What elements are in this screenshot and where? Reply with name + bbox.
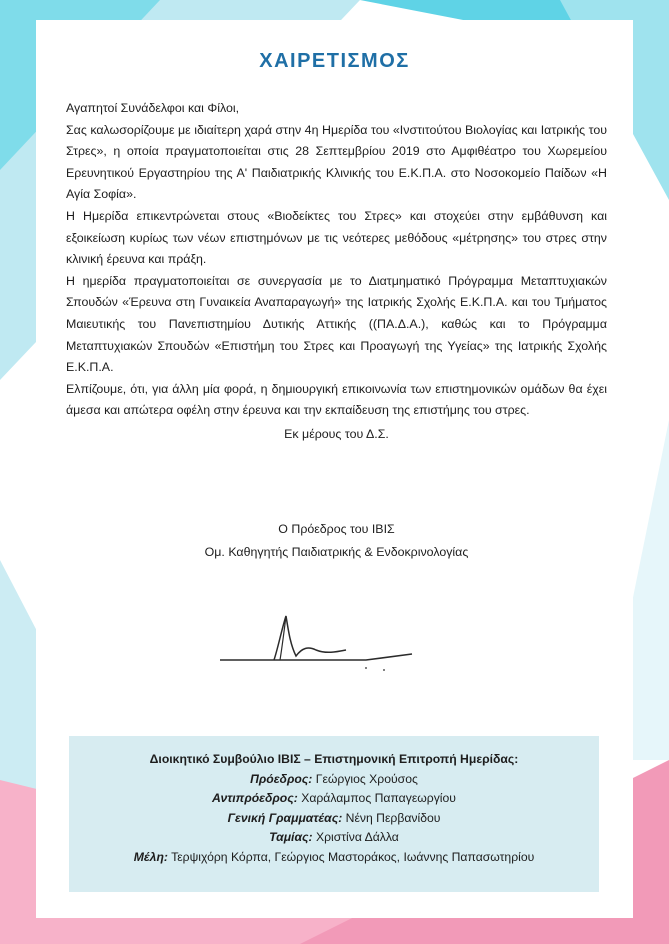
member-name: Χαράλαμπος Παπαγεωργίου bbox=[301, 791, 456, 806]
letter-page bbox=[36, 20, 633, 918]
signature-image bbox=[216, 608, 416, 698]
board-member-line bbox=[69, 770, 599, 790]
member-role-label: Αντιπρόεδρος: bbox=[212, 791, 298, 806]
board-member-line bbox=[69, 848, 599, 868]
closing-line: Εκ μέρους του Δ.Σ. bbox=[284, 426, 389, 441]
member-name: Νένη Περβανίδου bbox=[345, 810, 441, 825]
body-paragraph: Η ημερίδα πραγματοποιείται σε συνεργασία με το Διατμηματικό Πρόγραμμα Μεταπτυχιακών Σπουδών «Έρευνα στη Γυναικεία Αναπαραγωγή» της Ιατρικής Σχολής Ε.Κ.Π.Α. και του Τμήματος Μαιευτικής του Πανεπιστημίου Δυτικής Αττικής ((ΠΑ.Δ.Α.), καθώς και το Πρόγραμμα Μεταπτυχιακών Σπουδών «Επιστήμη του Στρες και Προαγωγή της Υγείας» της Ιατρικής Σχολής Ε.Κ.Π.Α. bbox=[66, 273, 607, 375]
body-paragraph: Σας καλωσορίζουμε με ιδιαίτερη χαρά στην 4η Ημερίδα του «Ινστιτούτου Βιολογίας και Ιατρικής του Στρες», η οποία πραγματοποιείται στις 28 Σεπτεμβρίου 2019 στο Αμφιθέατρο του Χωρεμείου Ερευνητικού Εργαστηρίου της Α' Παιδιατρικής Κλινικής του Ε.Κ.Π.Α. στο Νοσοκομείο Παίδων «Η Αγία Σοφία». bbox=[66, 122, 607, 202]
board-heading: Διοικητικό Συμβούλιο ΙΒΙΣ – Επιστημονική Επιτροπή Ημερίδας: bbox=[149, 752, 519, 766]
page-title: ΧΑΙΡΕΤΙΣΜΟΣ bbox=[259, 50, 410, 72]
signer-block bbox=[66, 518, 607, 564]
board-member-line bbox=[69, 828, 599, 848]
member-role-label: Γενική Γραμματέας: bbox=[227, 810, 343, 825]
body-paragraph: Ελπίζουμε, ότι, για άλλη μία φορά, η δημιουργική επικοινωνία των επιστημονικών ομάδων θα έχει άμεσα και απώτερα οφέλη στην έρευνα και την εκπαίδευση της επιστήμης του στρες. bbox=[66, 381, 607, 418]
letter-body bbox=[66, 98, 607, 446]
signer-title: Ομ. Καθηγητής Παιδιατρικής & Ενδοκρινολογίας bbox=[204, 545, 469, 559]
member-name: Τερψιχόρη Κόρπα, Γεώργιος Μαστοράκος, Ιωάννης Παπασωτηρίου bbox=[171, 849, 535, 864]
board-member-line bbox=[69, 789, 599, 809]
signer-role: Ο Πρόεδρος του ΙΒΙΣ bbox=[278, 522, 395, 536]
member-role-label: Πρόεδρος: bbox=[250, 771, 313, 786]
board-committee-box bbox=[69, 736, 599, 892]
board-member-line bbox=[69, 809, 599, 829]
member-name: Χριστίνα Δάλλα bbox=[315, 830, 399, 845]
member-role-label: Ταμίας: bbox=[269, 830, 313, 845]
member-name: Γεώργιος Χρούσος bbox=[315, 771, 418, 786]
greeting-paragraph: Αγαπητοί Συνάδελφοι και Φίλοι, bbox=[66, 101, 240, 115]
member-role-label: Μέλη: bbox=[133, 849, 168, 864]
body-paragraph: Η Ημερίδα επικεντρώνεται στους «Βιοδείκτες του Στρες» και στοχεύει στην εμβάθυνση και εξοικείωση κυρίως των νέων επιστημόνων με τις νεότερες μεθόδους «μέτρησης» του στρες στην κλινική έρευνα και πράξη. bbox=[66, 208, 607, 267]
